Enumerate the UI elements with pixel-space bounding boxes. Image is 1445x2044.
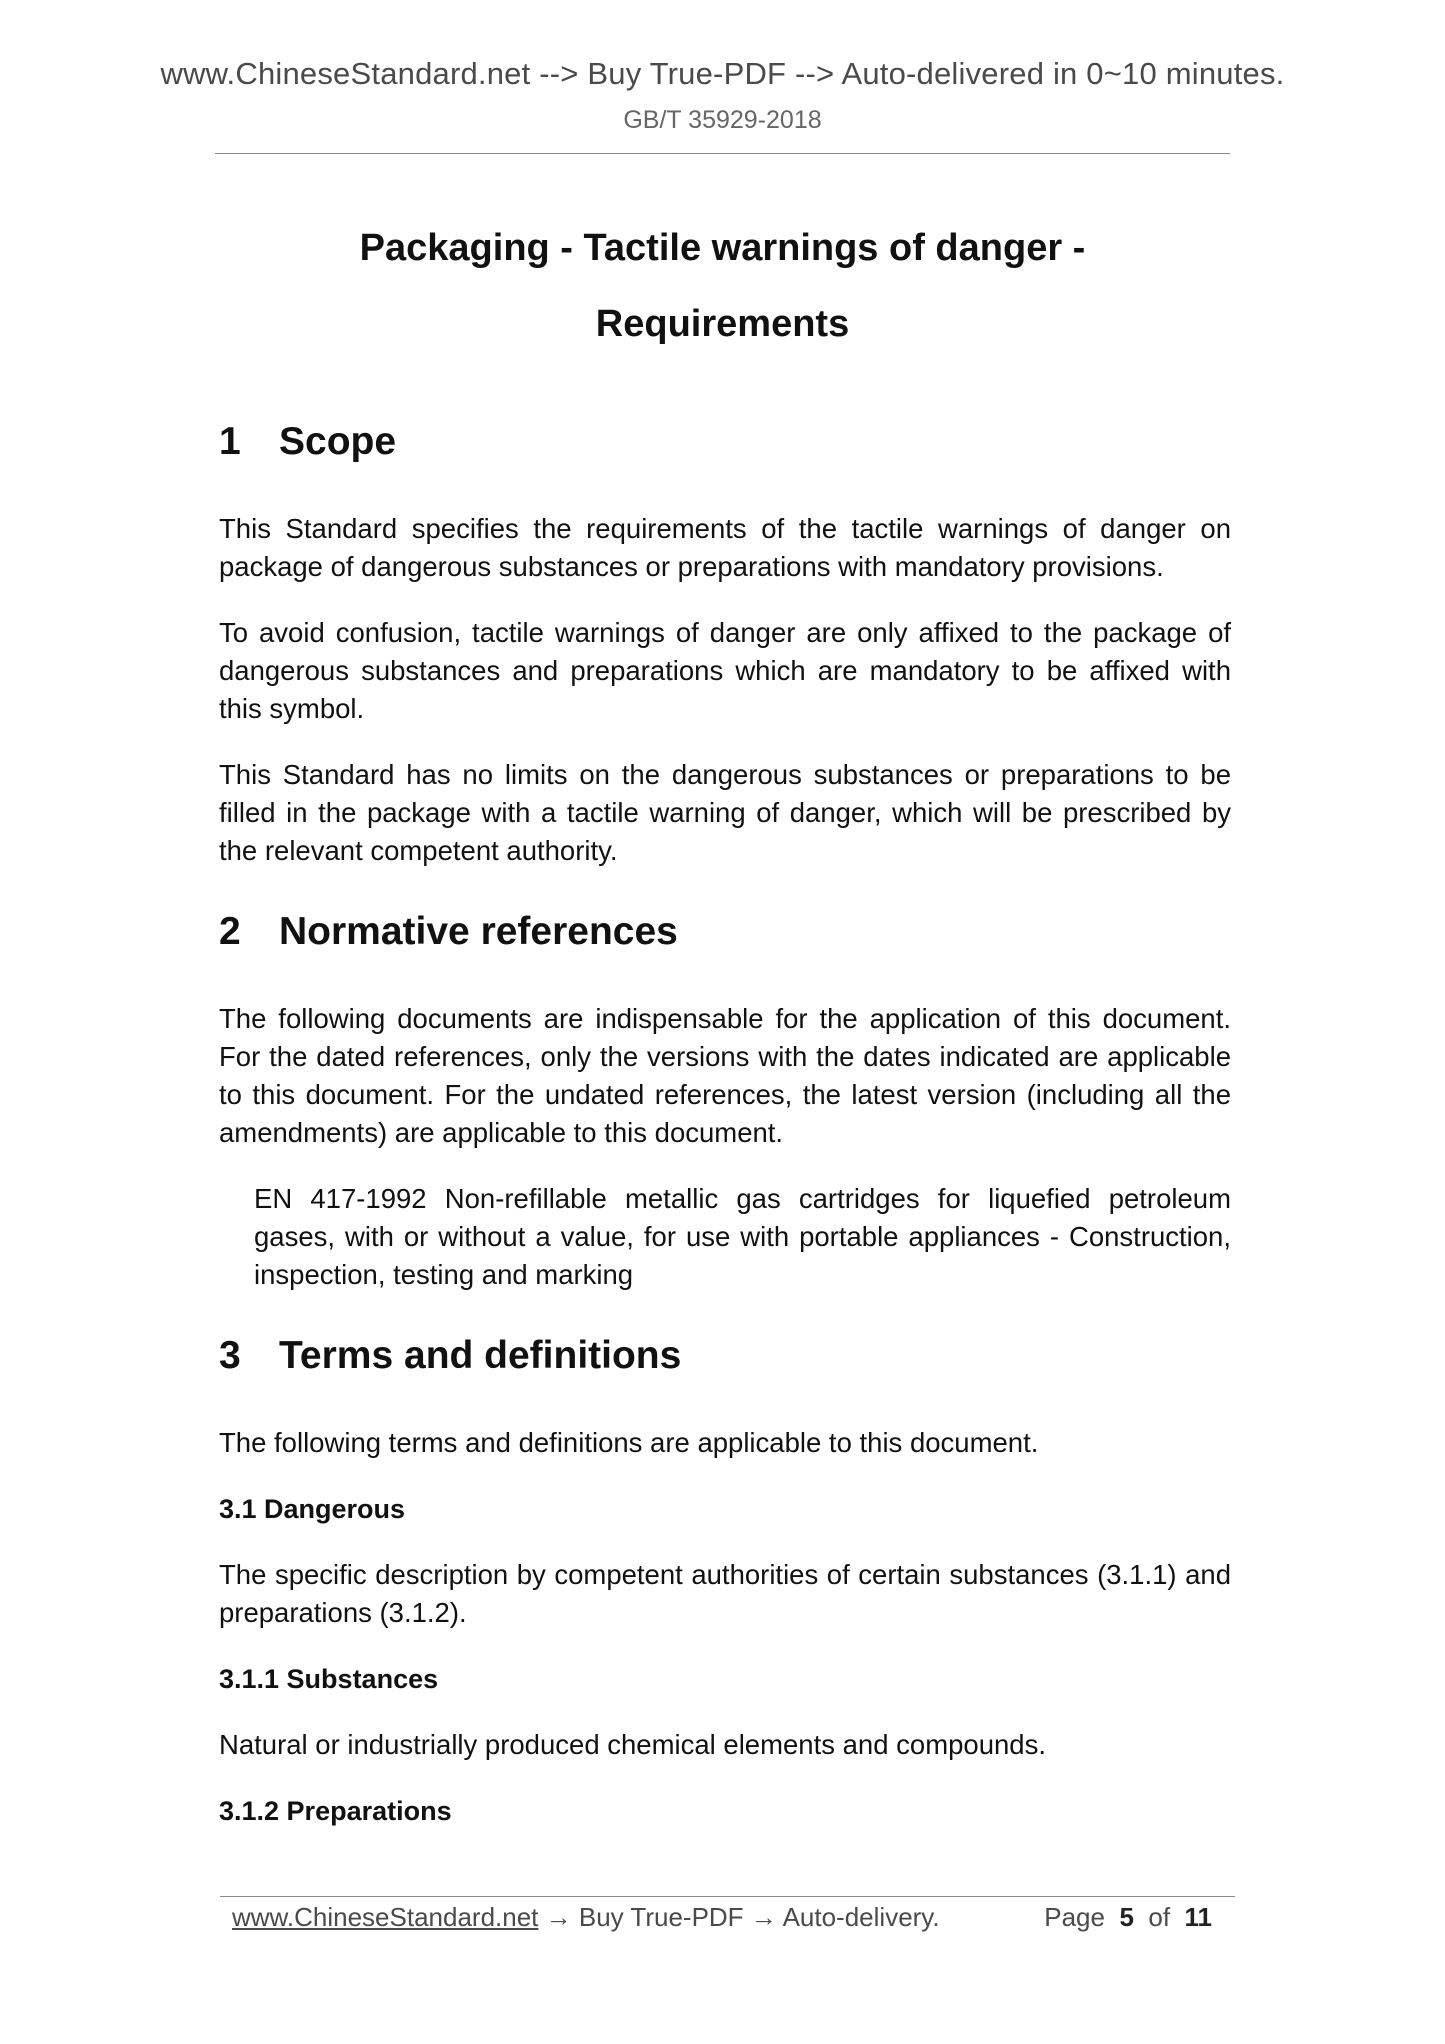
- header-divider: [215, 153, 1230, 154]
- normative-paragraph: The following documents are indispensable for the application of this document. For the dated references, only the versions with the dates indicated are applicable to this document. For the undated references, the latest version (including all the amendments) are applicable to this document.: [219, 1003, 1231, 1148]
- page-counter: [1044, 1902, 1212, 1933]
- page-total: 11: [1184, 1902, 1212, 1932]
- term-heading-3-1-1: 3.1.1 Substances: [219, 1664, 439, 1694]
- document-body: [219, 420, 1231, 1858]
- page-footer: [232, 1902, 1212, 1933]
- section-heading-terms: [219, 1334, 1231, 1378]
- scope-paragraph-1: This Standard specifies the requirements of the tactile warnings of danger on package of dangerous substances or preparations with mandatory provisions.: [219, 513, 1231, 582]
- footer-link[interactable]: www.ChineseStandard.net: [232, 1902, 539, 1932]
- section-title: Normative references: [279, 910, 678, 953]
- term-heading-3-1-2: 3.1.2 Preparations: [219, 1796, 452, 1826]
- section-number: 1: [219, 420, 241, 463]
- footer-text: → Buy True-PDF → Auto-delivery.: [538, 1902, 940, 1932]
- term-body-3-1: The specific description by competent authorities of certain substances (3.1.1) and preparations (3.1.2).: [219, 1559, 1231, 1628]
- header-banner: www.ChineseStandard.net --> Buy True-PDF --> Auto-delivered in 0~10 minutes.: [160, 56, 1285, 91]
- section-number: 3: [219, 1334, 241, 1377]
- section-heading-scope: [219, 420, 1231, 464]
- section-title: Scope: [279, 420, 397, 463]
- section-title: Terms and definitions: [279, 1334, 682, 1377]
- term-body-3-1-1: Natural or industrially produced chemical elements and compounds.: [219, 1729, 1046, 1760]
- title-line-2: Requirements: [595, 303, 850, 345]
- page-of: of: [1148, 1902, 1171, 1932]
- page-current: 5: [1119, 1902, 1134, 1932]
- document-title: [0, 210, 1445, 362]
- footer-left: [232, 1902, 940, 1933]
- term-heading-3-1: 3.1 Dangerous: [219, 1494, 406, 1524]
- section-number: 2: [219, 910, 241, 953]
- section-heading-normative-references: [219, 910, 1231, 954]
- page-label: Page: [1044, 1902, 1105, 1932]
- normative-reference-item: EN 417-1992 Non-refillable metallic gas cartridges for liquefied petroleum gases, with or without a value, for use with portable appliances - Construction, inspection, testing and marking: [254, 1183, 1231, 1290]
- title-line-1: Packaging - Tactile warnings of danger -: [359, 227, 1086, 269]
- footer-divider: [220, 1896, 1235, 1897]
- scope-paragraph-3: This Standard has no limits on the dangerous substances or preparations to be filled in the package with a tactile warning of danger, which will be prescribed by the relevant competent authority.: [219, 759, 1231, 866]
- scope-paragraph-2: To avoid confusion, tactile warnings of danger are only affixed to the package of dangerous substances and preparations which are mandatory to be affixed with this symbol.: [219, 617, 1231, 724]
- terms-intro: The following terms and definitions are applicable to this document.: [219, 1427, 1039, 1458]
- standard-code: GB/T 35929-2018: [623, 106, 822, 134]
